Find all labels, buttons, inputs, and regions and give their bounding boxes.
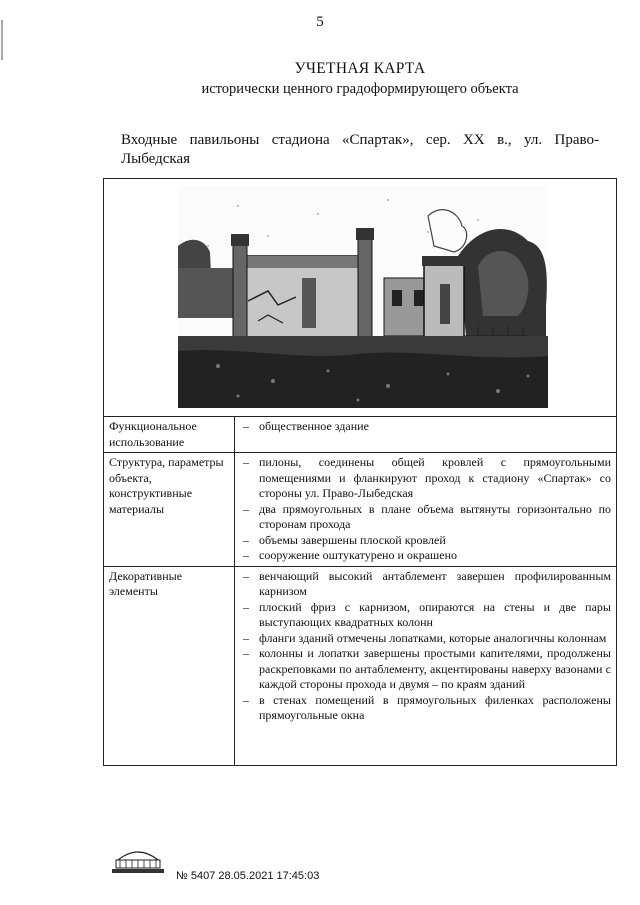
document-title: УЧЕТНАЯ КАРТА bbox=[294, 60, 426, 77]
list-item: – колонны и лопатки завершены простыми капителями, продолжены раскреповками по антаблементу, акцентированы наверху вазонами с каждой стороны прохода и двумя – по краям зданий bbox=[241, 646, 611, 693]
row-structure bbox=[104, 453, 617, 567]
row-label: Структура, параметры объекта, конструктивные материалы bbox=[104, 453, 235, 567]
row-decorative-elements bbox=[104, 566, 617, 765]
organization-logo bbox=[110, 846, 166, 876]
list-item: – объемы завершены плоской кровлей bbox=[241, 533, 611, 549]
document-stamp: № 5407 28.05.2021 17:45:03 bbox=[176, 870, 320, 882]
photo-row bbox=[104, 179, 617, 417]
object-name: Входные павильоны стадиона «Спартак», сер. XX в., ул. Право-Лыбедская bbox=[121, 132, 599, 167]
document-subtitle: исторически ценного градоформирующего объекта bbox=[201, 81, 519, 97]
row-label: Декоративные элементы bbox=[104, 566, 235, 765]
list-item: – два прямоугольных в плане объема вытянуты горизонтально по сторонам прохода bbox=[241, 502, 611, 533]
scan-edge-mark bbox=[0, 20, 6, 60]
page-number: 5 bbox=[316, 14, 324, 30]
object-photo bbox=[178, 186, 548, 408]
list-item: – фланги зданий отмечены лопатками, которые аналогичны колоннам bbox=[241, 631, 611, 647]
list-item: – сооружение оштукатурено и окрашено bbox=[241, 548, 611, 564]
row-content bbox=[235, 453, 617, 567]
row-label: Функциональное использование bbox=[104, 417, 235, 453]
list-item: – в стенах помещений в прямоугольных филенках расположены прямоугольные окна bbox=[241, 693, 611, 724]
list-item: – пилоны, соединены общей кровлей с прямоугольными помещениями и фланкируют проход к стадиону «Спартак» со стороны ул. Право-Лыбедская bbox=[241, 455, 611, 502]
row-content bbox=[235, 417, 617, 453]
list-item: – венчающий высокий антаблемент завершен профилированным карнизом bbox=[241, 569, 611, 600]
row-functional-use bbox=[104, 417, 617, 453]
registration-card-table bbox=[103, 178, 617, 766]
list-item: – плоский фриз с карнизом, опираются на стены и две пары выступающих квадратных колонн bbox=[241, 600, 611, 631]
photo-cell bbox=[104, 179, 617, 417]
list-item: – общественное здание bbox=[241, 419, 611, 435]
row-content bbox=[235, 566, 617, 765]
